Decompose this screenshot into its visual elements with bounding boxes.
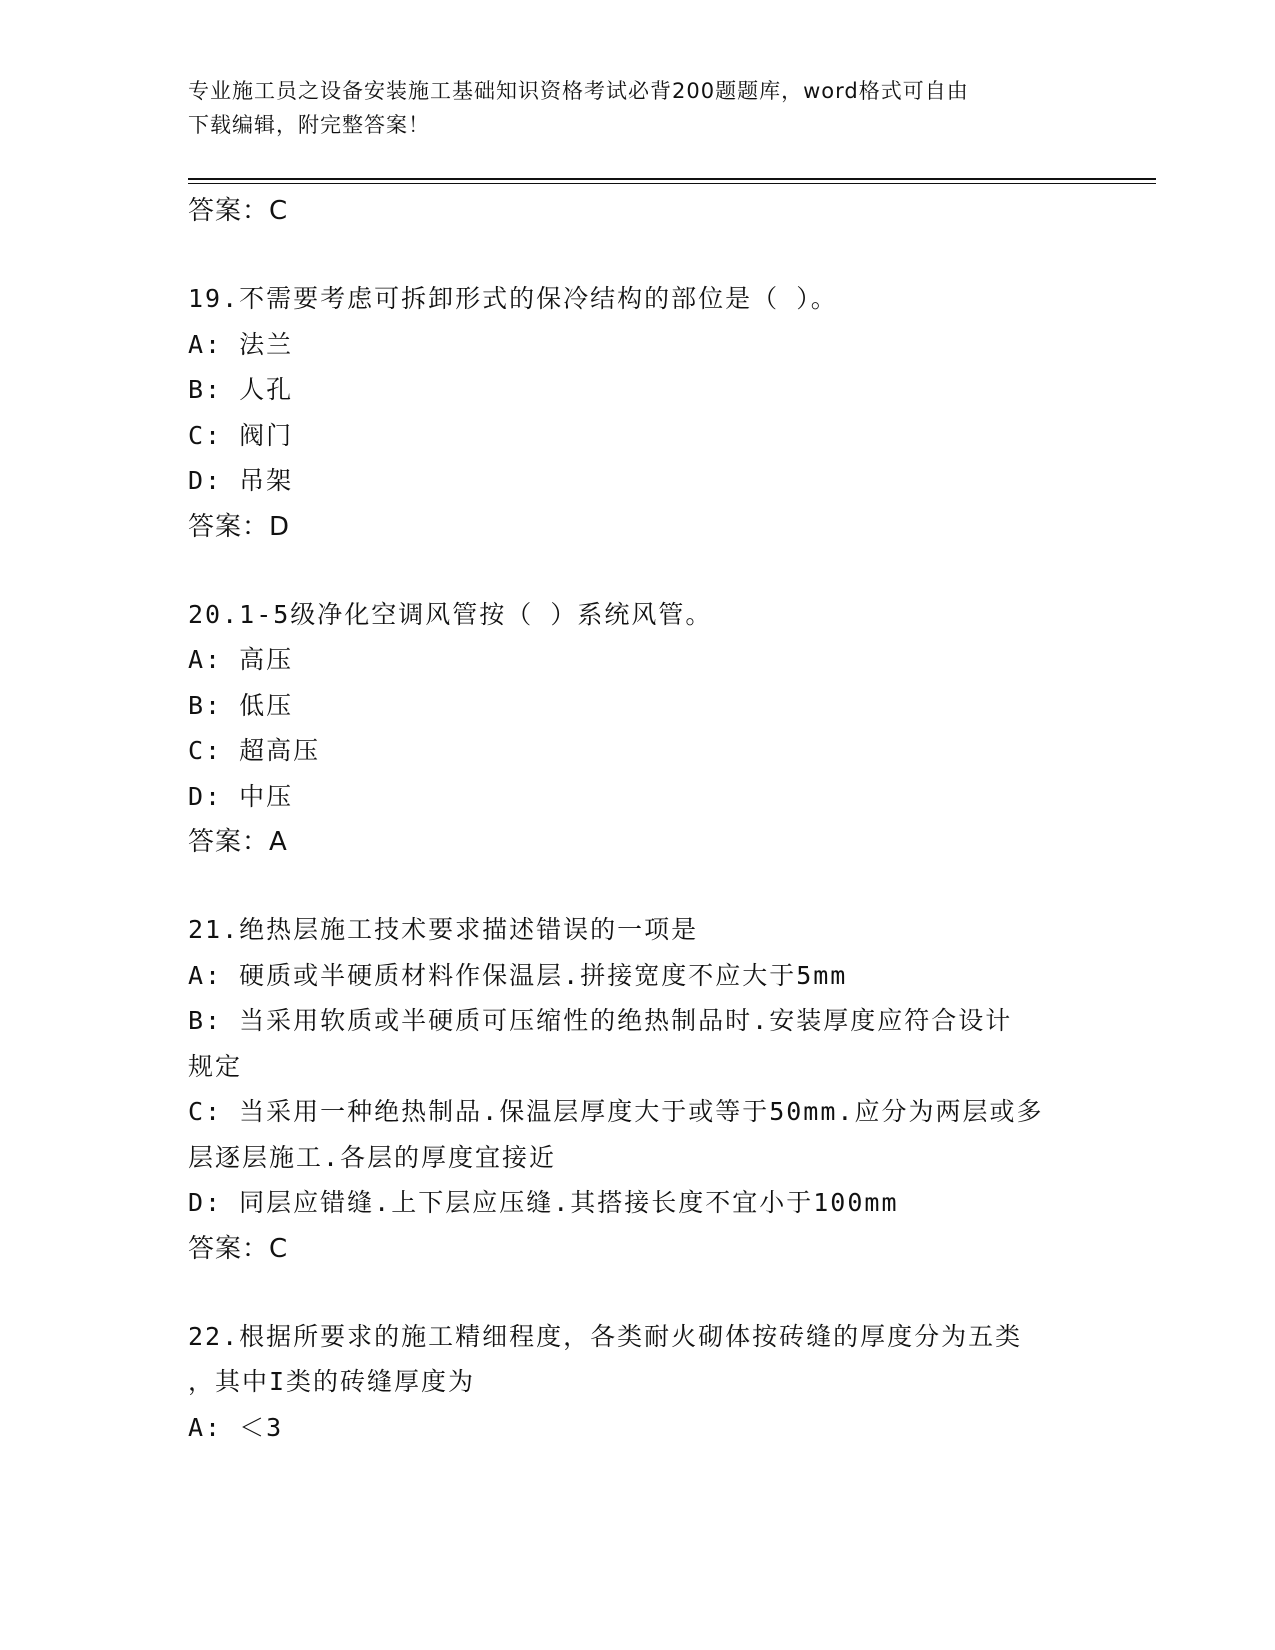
spacer [188,865,1088,907]
option-b: B: 人孔 [188,375,294,404]
question-list [188,188,1088,1450]
header-divider-thick [188,178,1156,180]
option-b: B: 当采用软质或半硬质可压缩性的绝热制品时.安装厚度应符合设计 [188,1006,1013,1035]
option-c: C: 当采用一种绝热制品.保温层厚度大于或等于50mm.应分为两层或多 [188,1097,1044,1126]
question-19 [188,276,1088,550]
option-b: B: 低压 [188,690,294,720]
question-stem: 22.根据所要求的施工精细程度，各类耐火砌体按砖缝的厚度分为五类 [188,1321,1023,1351]
answer: 答案：D [188,511,291,542]
option-a: A: 法兰 [188,329,294,359]
answer: 答案：A [188,827,288,857]
option-a: A: 高压 [188,645,294,674]
question-stem: 20.1-5级净化空调风管按（ ）系统风管。 [188,599,713,629]
answer: 答案：C [188,1233,289,1264]
question-21 [188,907,1088,1272]
option-d: D: 中压 [188,781,294,811]
previous-answer: 答案：C [188,196,289,226]
header-line-1: 专业施工员之设备安装施工基础知识资格考试必背200题题库，word格式可自由 [188,79,969,103]
option-d: D: 同层应错缝.上下层应压缝.其搭接长度不宜小于100mm [188,1188,899,1217]
spacer [188,1272,1088,1314]
question-stem-continued: ，其中I类的砖缝厚度为 [188,1367,476,1396]
option-a: A: ＜3 [188,1412,284,1442]
question-20 [188,592,1088,866]
question-22 [188,1314,1088,1451]
option-c: C: 超高压 [188,736,321,765]
option-c: C: 阀门 [188,420,294,450]
option-b-continued: 规定 [188,1051,243,1081]
option-c-continued: 层逐层施工.各层的厚度宜接近 [188,1142,557,1172]
option-d: D: 吊架 [188,466,294,495]
document-header [188,74,1088,142]
question-stem: 21.绝热层施工技术要求描述错误的一项是 [188,915,699,944]
option-a: A: 硬质或半硬质材料作保温层.拼接宽度不应大于5mm [188,960,848,990]
header-divider-thin [188,183,1156,184]
spacer [188,234,1088,276]
question-stem: 19.不需要考虑可拆卸形式的保冷结构的部位是（ ）。 [188,284,838,313]
spacer [188,550,1088,592]
header-line-2: 下载编辑，附完整答案！ [188,113,430,137]
